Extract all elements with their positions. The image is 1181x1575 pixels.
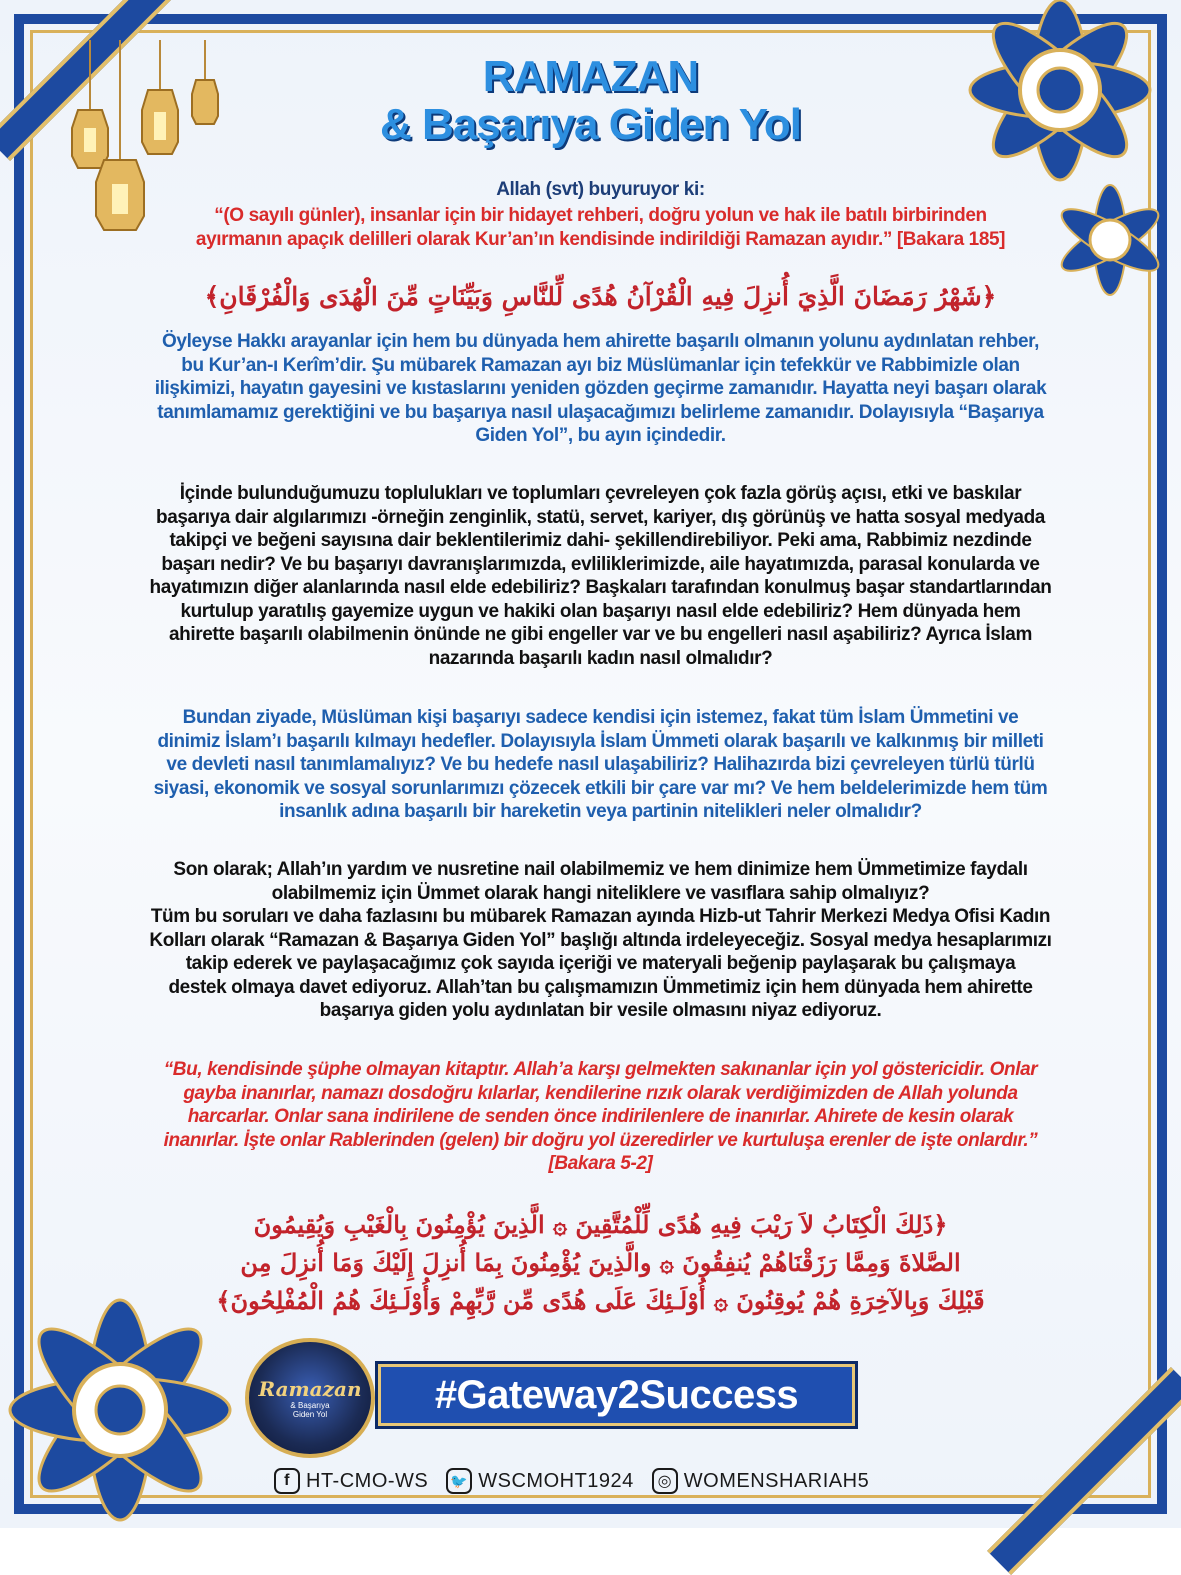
paragraph-1 [60, 330, 1141, 448]
paragraph-2-line: kurtulup yaratılış gayemize uygun ve hakiki olan başarıyı nasıl elde edebiliriz? Hem dünyada hem [180, 600, 1021, 622]
paragraph-1-line: bu Kur’an-ı Kerîm’dir. Şu mübarek Ramazan ayı biz Müslümanlar için tefekkür ve Rabbimizle olan [181, 354, 1020, 376]
paragraph-4-line: Tüm bu soruları ve daha fazlasını bu mübarek Ramazan ayında Hizb-ut Tahrir Merkezi Medya Ofisi Kadın [150, 906, 1051, 927]
paragraph-3-line: ve devleti nasıl tanımlamalıyız? Ve bu hedefe nasıl ulaşabiliriz? Halihazırda bizi çevreleyen türlü türlü [166, 754, 1035, 775]
paragraph-2-line: İçinde bulunduğumuzu toplulukları ve toplumları çevreleyen çok fazla görüş açısı, etki ve baskılar [179, 483, 1022, 504]
paragraph-2-line: başarıya dair algılarımızı -örneğin zenginlik, statü, servet, kariyer, dış görünüş ve hatta sosyal medyada [156, 506, 1045, 528]
paragraph-2 [60, 482, 1141, 670]
paragraph-2-line: nazarında başarılı kadın nasıl olmalıdır? [428, 647, 773, 669]
paragraph-1-line: ilişkimizi, hayatın gayesini ve kıstaslarını yeniden gözden geçirme zamanıdır. Hayatta neyi başarı olarak [154, 378, 1047, 399]
quote-line: gayba inanırlar, namazı dosdoğru kılarlar, kendilerine rızık olarak verdiğimizden de Allah yolunda [183, 1082, 1018, 1104]
arabic-verse-bakara-185: ﴿شَهْرُ رَمَضَانَ الَّذِيَ أُنزِلَ فِيهِ الْقُرْآنُ هُدًى لِّلنَّاسِ وَبَيِّنَاتٍ مِّنَ الْهُدَى وَالْفُرْقَانِ﴾ [204, 282, 997, 311]
title-subtitle: & Başarıya Giden Yol [380, 100, 801, 149]
instagram-icon: ◎ [652, 1468, 678, 1494]
badge-subtitle-line-1: & Başarıya [290, 1401, 330, 1410]
social-links [274, 1464, 869, 1498]
twitter-icon: 🐦 [446, 1468, 472, 1494]
paragraph-4-line: Son olarak; Allah’ın yardım ve nusretine nail olabilmemiz ve hem dinimize hem Ümmetimize faydalı [173, 859, 1028, 880]
social-twitter[interactable] [446, 1468, 634, 1494]
quote-bakara-2-5 [60, 1058, 1141, 1176]
arabic-line: الصَّلاةَ وَمِمَّا رَزَقْنَاهُمْ يُنفِقُونَ ۞ والَّذِينَ يُؤْمِنُونَ بِمَا أُنزِلَ إِلَيْكَ وَمَا أُنزِلَ مِن [240, 1248, 961, 1277]
title-ramazan: RAMAZAN [482, 52, 699, 101]
paragraph-3-line: dinimiz İslam’ı başarılı kılmayı hedefler. Dolayısıyla İslam Ümmeti olarak başarılı ve kalkınmış bir milleti [157, 730, 1044, 752]
quote-line: inanırlar. İşte onlar Rablerinden (gelen) bir doğru yol üzeredirler ve kurtuluşa erenler de işte onlardır.” [163, 1129, 1038, 1151]
intro-lead: Allah (svt) buyuruyor ki: [496, 179, 705, 200]
badge-title: Ramazan [258, 1377, 362, 1401]
instagram-handle: WOMENSHARIAH5 [683, 1469, 870, 1492]
paragraph-4-line: başarıya giden yolu aydınlatan bir vesile olmasını niyaz ediyoruz. [319, 1000, 882, 1021]
paragraph-1-line: Giden Yol”, bu ayın içindedir. [475, 425, 726, 446]
intro-quote-line-1: “(O sayılı günler), insanlar için bir hidayet rehberi, doğru yolun ve hak ile batılı birbirinden [214, 205, 987, 226]
paragraph-3-line: Bundan ziyade, Müslüman kişi başarıyı sadece kendisi için istemez, fakat tüm İslam Ümmetini ve [182, 707, 1019, 728]
paragraph-2-line: takipçi ve beğeni sayısına dair beklentilerimiz dahi- şekillendirebiliyor. Peki ama, Rabbimiz nezdinde [169, 530, 1032, 551]
paragraph-4-line: destek olmaya davet ediyoruz. Allah’tan bu çalışmamızın Ümmetimiz için hem dünyada hem ahirette [168, 976, 1033, 998]
paragraph-1-line: Öyleyse Hakkı arayanlar için hem bu dünyada hem ahirette başarılı olmanın yolunu aydınlatan rehber, [162, 331, 1039, 352]
paragraph-4-line: Kolları olarak “Ramazan & Başarıya Giden Yol” başlığı altında irdeleyeceğiz. Sosyal medya hesaplarımızı [149, 929, 1052, 951]
paragraph-4-line: olabilmemiz için Ümmet olarak hangi niteliklere ve vasıflara sahip olmalıyız? [271, 882, 930, 904]
arabic-verse-bakara-2-5 [70, 1206, 1131, 1320]
quote-line: [Bakara 5-2] [548, 1153, 653, 1174]
quote-line: harcarlar. Onlar sana indirilene de senden önce indirilenlere de inanırlar. Ahirete de kesin olarak [187, 1106, 1014, 1127]
badge-subtitle-line-2: Giden Yol [292, 1410, 328, 1419]
paragraph-4 [60, 858, 1141, 1023]
ramazan-logo-badge [245, 1338, 375, 1458]
paragraph-4-line: takip ederek ve paylaşacağımız çok sayıda içeriği ve materyali beğenip paylaşarak bu çalışmaya [185, 953, 1016, 974]
facebook-icon: f [274, 1468, 300, 1494]
paragraph-2-line: hayatımızın diğer alanlarında nasıl elde edebiliriz? Başkaları tarafından konulmuş başar standartlarından [149, 577, 1052, 598]
paragraph-2-line: başarı nedir? Ve bu başarıyı davranışlarımızda, evliliklerimizde, aile hayatımızda, parasal konularda ve [161, 553, 1040, 575]
hashtag-banner: #Gateway2Success [378, 1364, 855, 1426]
arabic-line: ﴿ذَلِكَ الْكِتَابُ لاَ رَيْبَ فِيهِ هُدًى لِّلْمُتَّقِينَ ۞ الَّذِينَ يُؤْمِنُونَ بِالْغَيْبِ وَيُقِيمُونَ [253, 1210, 948, 1239]
social-instagram[interactable] [652, 1468, 869, 1494]
quote-line: “Bu, kendisinde şüphe olmayan kitaptır. Allah’a karşı gelmekten sakınanlar için yol göstericidir. Onlar [163, 1059, 1038, 1080]
paragraph-3 [60, 706, 1141, 824]
paragraph-3-line: siyasi, ekonomik ve sosyal sorunlarımızı çözecek etkili bir çare var mı? Ve hem beldelerimizde hem tüm [153, 777, 1048, 799]
intro-quote-line-2: ayırmanın apaçık delilleri olarak Kur’an’ın kendisinde indirildiği Ramazan ayıdır.” [Bakara 185] [195, 229, 1006, 250]
paragraph-2-line: ahirette başarılı olabilmenin önünde ne gibi engeller var ve bu engelleri nasıl aşabiliriz? Ayrıca İslam [169, 624, 1032, 645]
facebook-handle: HT-CMO-WS [306, 1469, 429, 1492]
arabic-line: قَبْلِكَ وَبِالآخِرَةِ هُمْ يُوقِنُونَ ۞ أُوْلَـئِكَ عَلَى هُدًى مِّن رَّبِّهِمْ وَأُوْلَـئِكَ هُمُ الْمُفْلِحُونَ﴾ [216, 1286, 985, 1315]
paragraph-3-line: insanlık adına başarılı bir hareketin veya partinin nitelikleri neler olmalıdır? [279, 801, 922, 822]
social-facebook[interactable] [274, 1468, 428, 1494]
paragraph-1-line: tanımlamamız gerektiğini ve bu başarıya nasıl ulaşacağımızı belirleme zamanıdır. Dolayısıyla “Başarıya [157, 401, 1044, 423]
twitter-handle: WSCMOHT1924 [478, 1469, 634, 1492]
